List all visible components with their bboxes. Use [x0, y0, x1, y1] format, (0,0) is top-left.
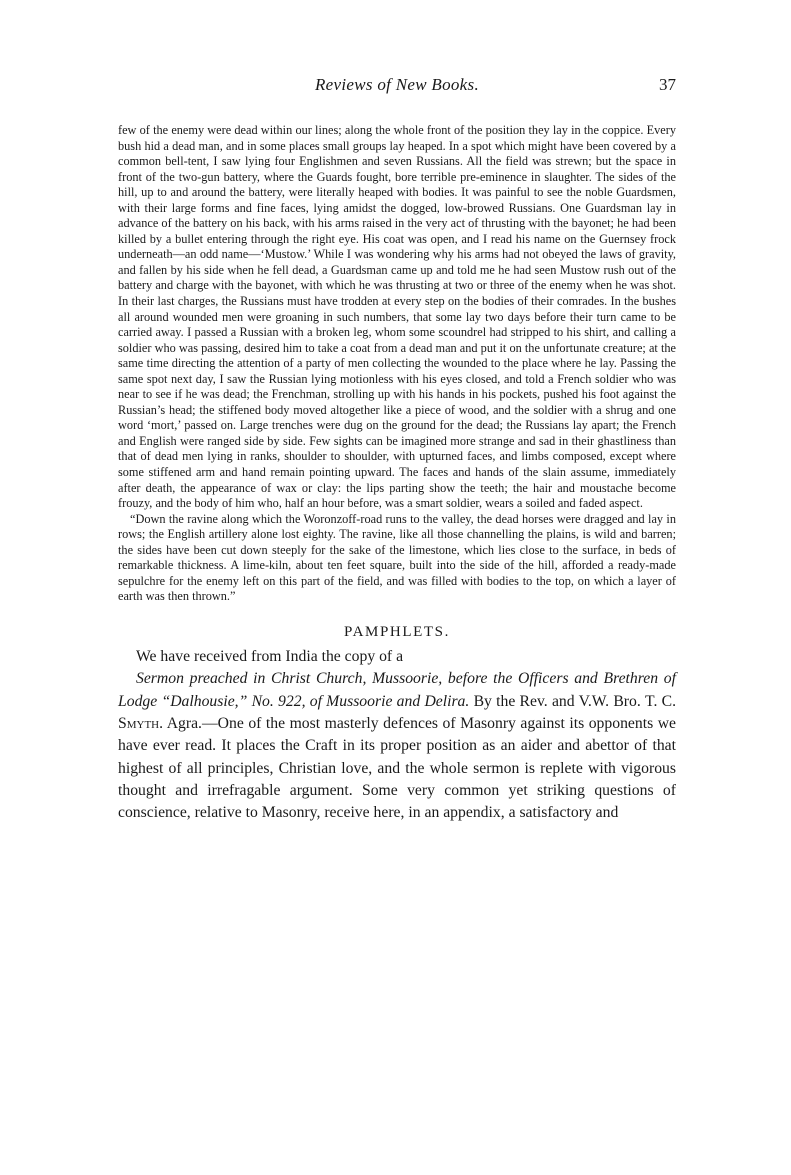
running-head: [118, 66, 676, 102]
page-number: 37: [659, 75, 676, 94]
pamphlet-author: T. C. Smyth.: [118, 692, 677, 732]
pamphlets-intro: We have received from India the copy of a: [136, 647, 404, 665]
section-heading-pamphlets: PAMPHLETS.: [344, 623, 450, 640]
pamphlet-review-text: Agra.—One of the most masterly defences of Masonry against its opponents we have ever read. It places the Craft in its proper position as an aider and abettor of that highest of all principles, Christian love, and the whole sermon is replete with vigorous thought and irrefragable argument. Some very common yet striking questions of conscience, relative to Masonry, receive here, in an appendix, a satisfactory and: [118, 714, 676, 822]
pamphlet-title: Sermon preached in Christ Church, Mussoorie, before the Officers and Brethren of Lodge “Dalhousie,” No. 922, of Mussoorie and Delira.: [118, 670, 676, 710]
extract-paragraph: few of the enemy were dead within our lines; along the whole front of the position they lay in the coppice. Every bush hid a dead man, and in some places small groups lay heaped. In a spot which might have been covered by a common bell-tent, I saw lying four Englishmen and seven Russians. All the field was strewn; but the space in front of the two-gun battery, where the Guards fought, bore terrible pre-eminence in slaughter. The sides of the hill, up to and around the battery, were literally heaped with bodies. It was painful to see the noble Guardsmen, with their large forms and fine faces, lying amidst the dogged, low-browed Russians. One Guardsman lay in advance of the battery on his back, with his arms raised in the very act of thrusting with the bayonet; he had been killed by a bullet entering through the right eye. His coat was open, and I read his name on the Guernsey frock underneath—an odd name—‘Mustow.’ While I was wondering why his arms had not obeyed the laws of gravity, and fallen by his side when he fell dead, a Guardsman came up and told me he had seen Mustow rush out of the battery and charge with the bayonet, with which he was thrusting at two or three of the enemy when he was shot. In their last charges, the Russians must have trodden at every step on the bodies of their comrades. In the bushes all around wounded men were groaning in such numbers, that some lay two days before their turn came to be carried away. I passed a Russian with a broken leg, whom some scoundrel had stripped to his shirt, and calling a soldier who was passing, desired him to take a coat from a dead man and put it on the unfortunate creature; at the same time directing the attention of a party of men collecting the wounded to the place where he lay. Passing the same spot next day, I saw the Russian lying motionless with his eyes closed, and told a French soldier who was near to see if he was dead; the Frenchman, strolling up with his hands in his pockets, pushed his foot against the Russian’s head; the stiffened body moved altogether like a piece of wood, and the soldier with a shrug and one word ‘mort,’ passed on. Large trenches were dug on the ground for the dead; the Russians lay apart; the French and English were ranged side by side. Few sights can be imagined more strange and sad in their ghastliness than that of dead men lying in ranks, shoulder to shoulder, with upturned faces, and limbs composed, except where some stiffened arm and hand remain pointing upward. The faces and hands of the slain assume, immediately after death, the appearance of wax or clay: the lips parting show the teeth; the hair and moustache become frouzy, and the body of him who, half an hour before, was a smart soldier, wears a soiled and faded aspect.: [118, 123, 676, 511]
extract-paragraph: “Down the ravine along which the Woronzoff-road runs to the valley, the dead horses were dragged and lay in rows; the English artillery alone lost eighty. The ravine, like all those channelling the plains, is wild and barren; the sides have been cut down steeply for the sake of the limestone, which lies close to the surface, in beds of remarkable thickness. A lime-kiln, about ten feet square, built into the side of the hill, afforded a ready-made sepulchre for the enemy left on this part of the field, and was filled with bodies to the top, on which a layer of earth was then thrown.”: [118, 511, 676, 604]
book-page: [118, 66, 676, 825]
pamphlet-by: By the Rev. and V.W. Bro.: [469, 692, 646, 710]
running-title: Reviews of New Books.: [315, 75, 479, 94]
quoted-extract: [118, 123, 676, 605]
pamphlet-entry: [118, 668, 676, 824]
pamphlets-section: [118, 646, 676, 825]
